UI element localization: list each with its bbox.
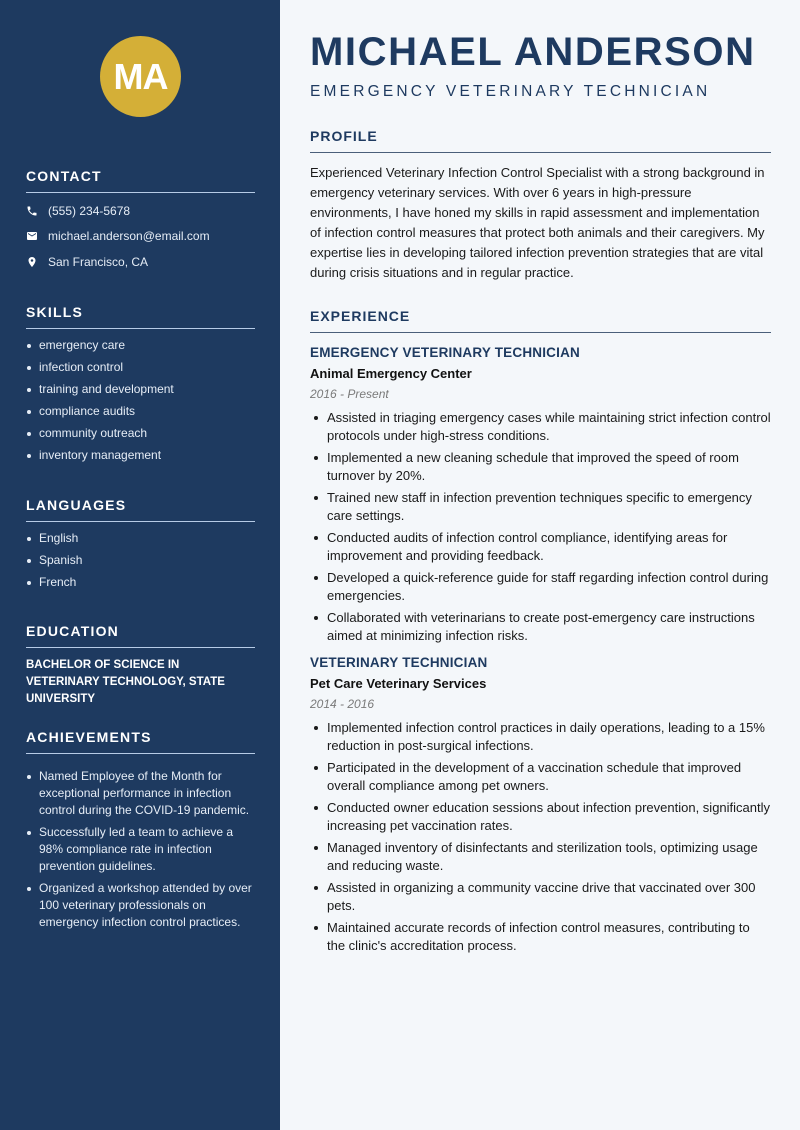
experience-section (310, 308, 771, 959)
skill-item: infection control (26, 359, 255, 376)
job-bullet: Implemented a new cleaning schedule that improved the speed of room turnover by 20%. (310, 449, 771, 485)
section-title-profile: PROFILE (310, 128, 771, 153)
sidebar (0, 0, 280, 1130)
languages-section (26, 497, 255, 596)
job-bullet: Managed inventory of disinfectants and sterilization tools, optimizing usage and reducing waste. (310, 839, 771, 875)
candidate-role: EMERGENCY VETERINARY TECHNICIAN (310, 83, 711, 100)
candidate-name: MICHAEL ANDERSON (310, 30, 756, 74)
job-title: EMERGENCY VETERINARY TECHNICIAN (310, 345, 580, 360)
contact-phone[interactable] (26, 198, 255, 224)
achievements-section (26, 729, 255, 936)
job-bullet: Developed a quick-reference guide for staff regarding infection control during emergencies. (310, 569, 771, 605)
language-item: French (26, 574, 255, 591)
job-dates: 2016 - Present (310, 387, 389, 401)
job-bullet: Collaborated with veterinarians to create post-emergency care instructions aimed at minimizing infection risks. (310, 609, 771, 645)
contact-section (26, 168, 255, 275)
job-bullet: Assisted in triaging emergency cases while maintaining strict infection control protocols under high-stress conditions. (310, 409, 771, 445)
avatar-initials: MA (113, 55, 168, 97)
profile-section (310, 128, 771, 283)
phone-icon (26, 205, 48, 217)
email-icon (26, 230, 48, 242)
job-bullet: Participated in the development of a vaccination schedule that improved overall compliance among pet owners. (310, 759, 771, 795)
achievement-item: Organized a workshop attended by over 100 veterinary professionals on emergency infection control practices. (26, 880, 255, 931)
language-item: Spanish (26, 552, 255, 569)
section-title-achievements: ACHIEVEMENTS (26, 729, 255, 754)
location-pin-icon (26, 256, 48, 268)
section-title-contact: CONTACT (26, 168, 255, 193)
job-bullet: Assisted in organizing a community vaccine drive that vaccinated over 300 pets. (310, 879, 771, 915)
skill-item: community outreach (26, 425, 255, 442)
skills-section (26, 304, 255, 469)
location-text: San Francisco, CA (48, 254, 149, 269)
section-title-languages: LANGUAGES (26, 497, 255, 522)
job-entry (310, 345, 771, 645)
education-degree: BACHELOR OF SCIENCE IN VETERINARY TECHNOLOGY, STATE UNIVERSITY (26, 659, 225, 705)
job-company: Animal Emergency Center (310, 366, 472, 381)
avatar (100, 36, 181, 117)
job-bullet: Implemented infection control practices in daily operations, leading to a 15% reduction in post-surgical infections. (310, 719, 771, 755)
job-bullet: Conducted audits of infection control compliance, identifying areas for improvement and providing feedback. (310, 529, 771, 565)
job-dates: 2014 - 2016 (310, 697, 375, 711)
section-title-experience: EXPERIENCE (310, 308, 771, 333)
languages-list (26, 530, 255, 591)
section-title-education: EDUCATION (26, 623, 255, 648)
contact-location (26, 249, 255, 275)
profile-text: Experienced Veterinary Infection Control Specialist with a strong background in emergency veterinary services. With over 6 years in high-pressure environments, I have honed my skills in rapid assessment and implementation of infection control measures that protect both animals and their caregivers. My expertise lies in developing tailored infection prevention strategies that are vital during crisis situations and in regular practice. (310, 165, 765, 280)
phone-text: (555) 234-5678 (48, 203, 131, 218)
email-text: michael.anderson@email.com (48, 229, 210, 244)
achievements-list (26, 768, 255, 931)
skill-item: compliance audits (26, 403, 255, 420)
job-bullets (310, 409, 771, 645)
job-title: VETERINARY TECHNICIAN (310, 655, 488, 670)
achievement-item: Named Employee of the Month for exceptional performance in infection control during the COVID-19 pandemic. (26, 768, 255, 819)
skill-item: training and development (26, 381, 255, 398)
job-company: Pet Care Veterinary Services (310, 676, 487, 691)
contact-email[interactable] (26, 224, 255, 250)
language-item: English (26, 530, 255, 547)
job-bullets (310, 719, 771, 955)
job-bullet: Trained new staff in infection prevention techniques specific to emergency care settings. (310, 489, 771, 525)
job-bullet: Maintained accurate records of infection control measures, contributing to the clinic's accreditation process. (310, 919, 771, 955)
job-entry (310, 655, 771, 955)
section-title-skills: SKILLS (26, 304, 255, 329)
education-section (26, 623, 255, 708)
skills-list (26, 337, 255, 464)
job-bullet: Conducted owner education sessions about infection prevention, significantly increasing pet vaccination rates. (310, 799, 771, 835)
achievement-item: Successfully led a team to achieve a 98% compliance rate in infection prevention guidelines. (26, 824, 255, 875)
skill-item: inventory management (26, 447, 255, 464)
skill-item: emergency care (26, 337, 255, 354)
